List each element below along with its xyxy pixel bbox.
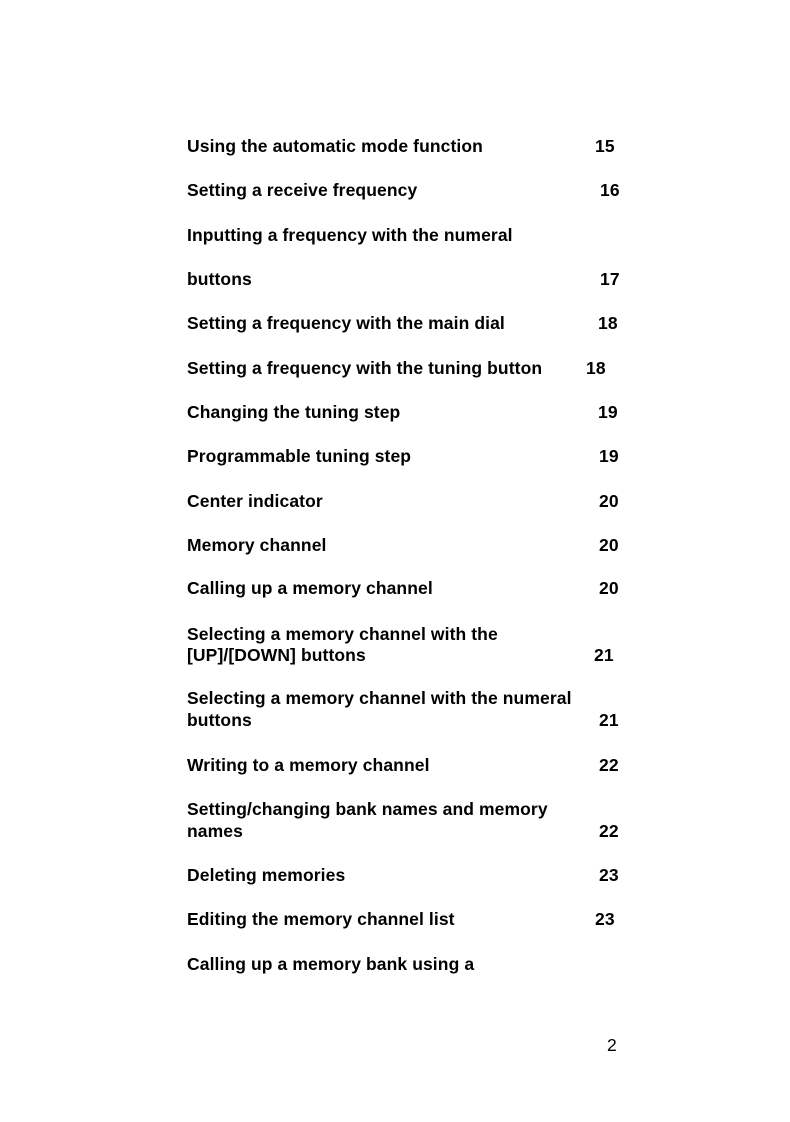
toc-entry-title: Deleting memories [187,865,346,885]
toc-entry-title: Editing the memory channel list [187,909,455,929]
toc-entry-title: Selecting a memory channel with the [187,624,498,644]
toc-entry-title: Calling up a memory bank using a [187,954,475,974]
toc-entry-title: Memory channel [187,535,327,555]
toc-entry-page: 22 [599,821,619,841]
toc-entry-title: buttons [187,710,252,730]
toc-entry-title: Setting a receive frequency [187,180,418,200]
toc-entry-title: Writing to a memory channel [187,755,430,775]
toc-entry-title: Programmable tuning step [187,446,412,466]
toc-entry-title: buttons [187,269,252,289]
toc-entry-title: names [187,821,243,841]
toc-entry-page: 16 [600,180,620,200]
toc-entry-title: [UP]/[DOWN] buttons [187,645,366,665]
toc-entry-page: 20 [599,535,619,555]
toc-entry-title: Inputting a frequency with the numeral [187,225,513,245]
toc-entry-title: Setting a frequency with the main dial [187,313,505,333]
toc-entry-title: Using the automatic mode function [187,136,483,156]
toc-entry-page: 21 [594,645,614,665]
toc-entry-page: 17 [600,269,620,289]
page-number: 2 [607,1035,617,1055]
toc-entry-title: Setting/changing bank names and memory [187,799,548,819]
toc-entry-title: Selecting a memory channel with the numeral [187,688,572,708]
toc-entry-page: 20 [599,491,619,511]
toc-entry-title: Calling up a memory channel [187,578,433,598]
toc-entry-page: 18 [598,313,618,333]
toc-entry-title: Changing the tuning step [187,402,401,422]
toc-entry-page: 19 [599,446,619,466]
toc-entry-page: 20 [599,578,619,598]
toc-entry-page: 23 [599,865,619,885]
toc-entry-page: 19 [598,402,618,422]
toc-entry-page: 23 [595,909,615,929]
toc-entry-page: 22 [599,755,619,775]
toc-entry-page: 15 [595,136,615,156]
toc-entry-page: 21 [599,710,619,730]
toc-entry-title: Setting a frequency with the tuning button [187,358,543,378]
toc-entry-page: 18 [586,358,606,378]
toc-entry-title: Center indicator [187,491,323,511]
